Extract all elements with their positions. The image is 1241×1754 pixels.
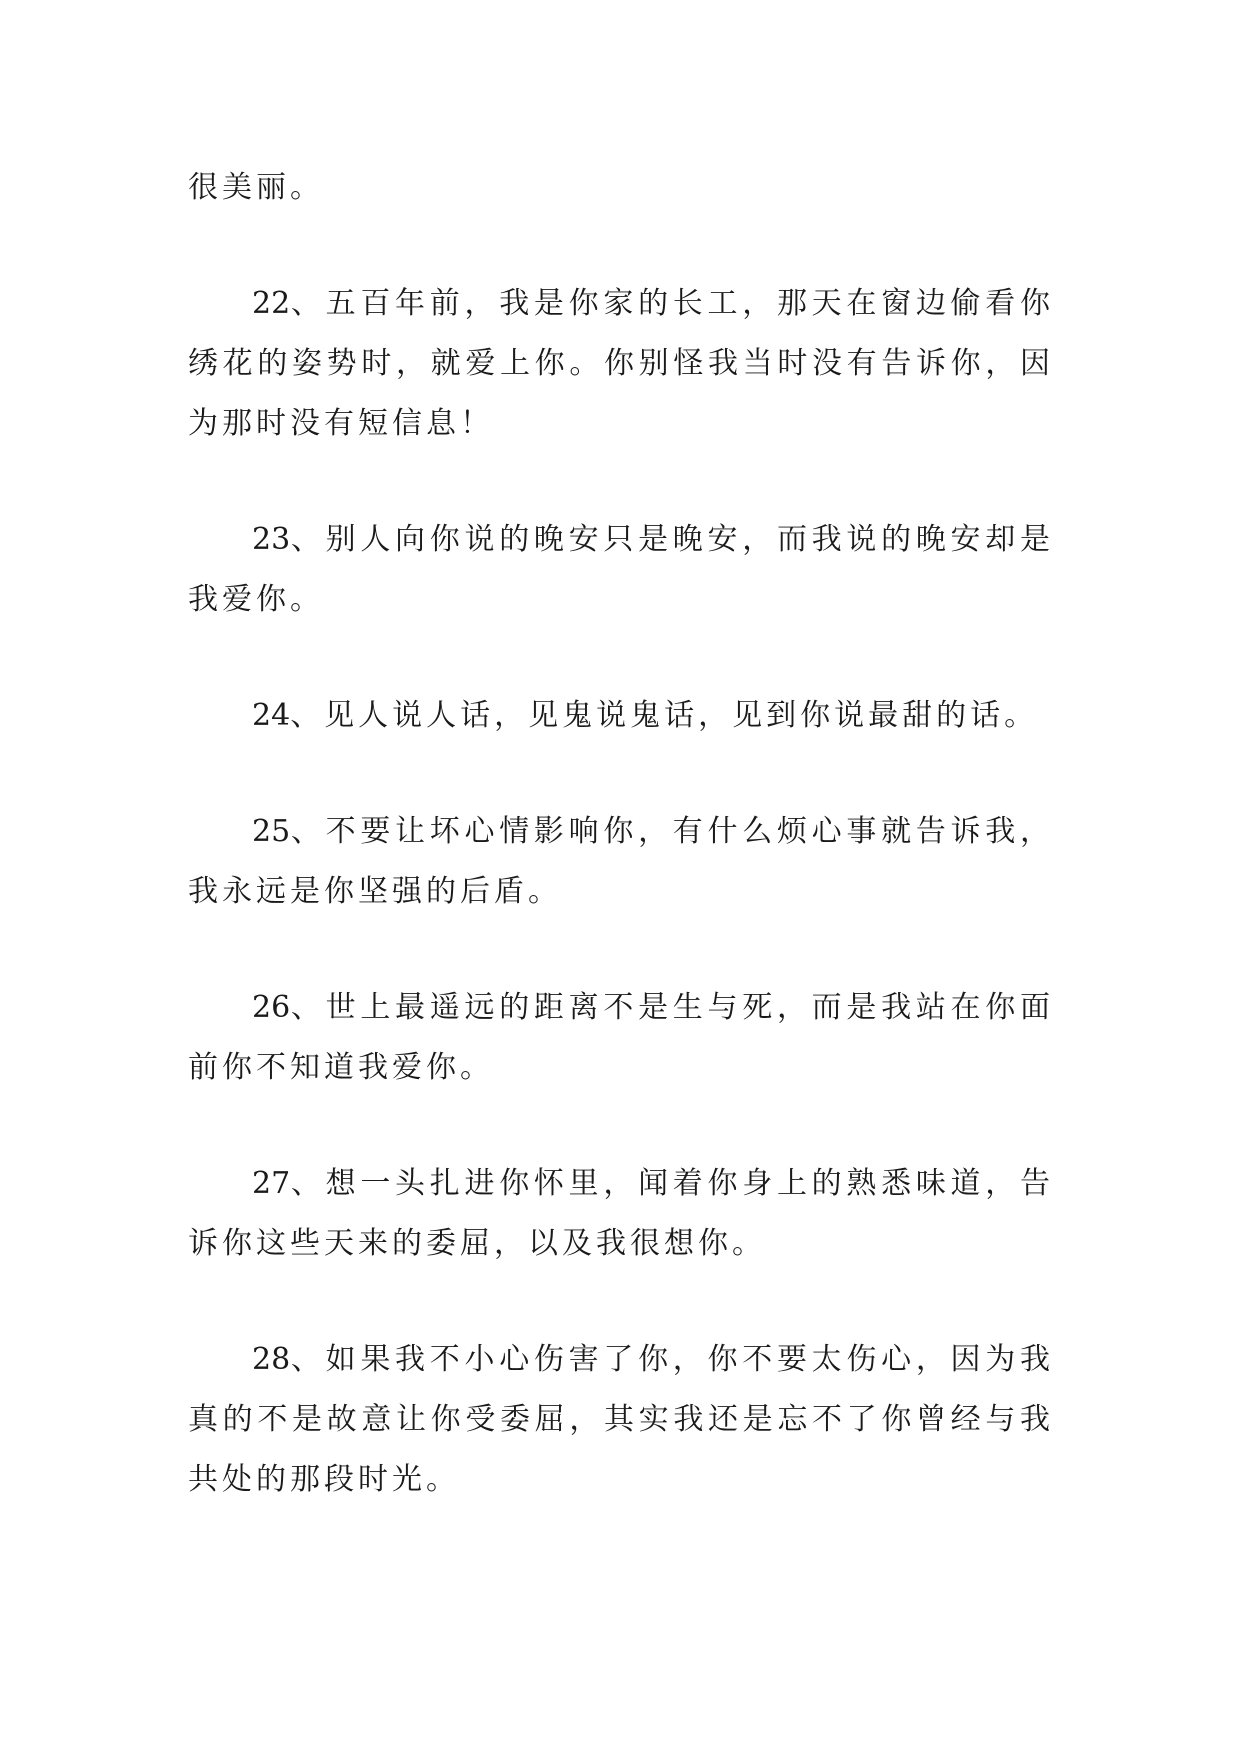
paragraph-27 [188,1154,1054,1274]
paragraph-number: 22 [252,286,291,321]
paragraph-text: 、别人向你说的晚安只是晚安，而我说的晚安却是我爱你。 [188,522,1054,617]
paragraph-28 [188,1330,1054,1510]
paragraph-25 [188,802,1054,922]
paragraph-text: 、见人说人话，见鬼说鬼话，见到你说最甜的话。 [290,698,1039,733]
paragraph-text: 、不要让坏心情影响你，有什么烦心事就告诉我，我永远是你坚强的后盾。 [188,814,1054,909]
paragraph-23 [188,510,1054,630]
paragraph-number: 25 [252,814,291,849]
paragraph-number: 26 [252,990,291,1025]
paragraph-24 [188,686,1054,746]
paragraph-number: 23 [252,522,291,557]
paragraph-number: 24 [252,698,291,733]
paragraph-continued [188,158,1054,218]
paragraph-number: 28 [252,1342,291,1377]
document-body [188,158,1054,1566]
paragraph-text: 、五百年前，我是你家的长工，那天在窗边偷看你绣花的姿势时，就爱上你。你别怪我当时没有告诉你，因为那时没有短信息！ [188,286,1054,441]
paragraph-26 [188,978,1054,1098]
paragraph-text: 、如果我不小心伤害了你，你不要太伤心，因为我真的不是故意让你受委屈，其实我还是忘不了你曾经与我共处的那段时光。 [188,1342,1054,1497]
paragraph-text: 、世上最遥远的距离不是生与死，而是我站在你面前你不知道我爱你。 [188,990,1054,1085]
paragraph-22 [188,274,1054,454]
paragraph-text: 、想一头扎进你怀里，闻着你身上的熟悉味道，告诉你这些天来的委屈，以及我很想你。 [188,1166,1054,1261]
paragraph-text: 很美丽。 [188,170,324,205]
paragraph-number: 27 [252,1166,291,1201]
